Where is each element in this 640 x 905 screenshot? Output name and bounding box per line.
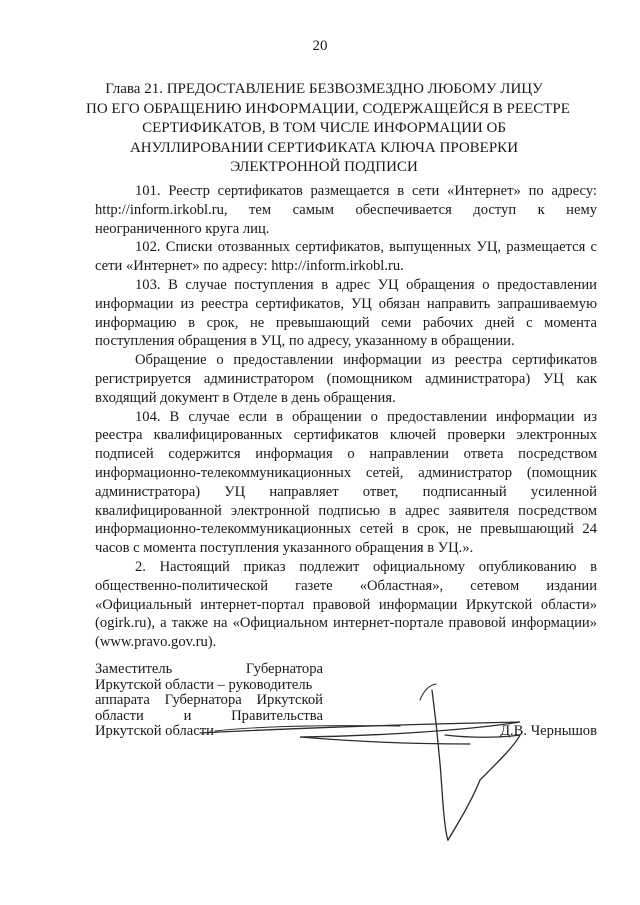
paragraph-publication: 2. Настоящий приказ подлежит официальному опубликованию в общественно-политической газете «Областная», сетевом издании «Официальный интернет-портал правовой информации Иркутской области» (ogirk.ru), а также на «Официальном интернет-портале правовой информации» (www.pravo.gov.ru). bbox=[95, 558, 597, 651]
paragraph-102: 102. Списки отозванных сертификатов, выпущенных УЦ, размещается с сети «Интернет» по адресу: http://inform.irkobl.ru. bbox=[95, 239, 597, 275]
paragraph-101: 101. Реестр сертификатов размещается в сети «Интернет» по адресу: http://inform.irkobl.ru, тем самым обеспечивается доступ к нему неограниченного круга лиц. bbox=[95, 183, 597, 237]
paragraph-registration: Обращение о предоставлении информации из реестра сертификатов регистрируется администратором (помощником администратора) УЦ как входящий документ в Отделе в день обращения. bbox=[95, 352, 597, 406]
chapter-title-line: Глава 21. ПРЕДОСТАВЛЕНИЕ БЕЗВОЗМЕЗДНО ЛЮБОМУ ЛИЦУ bbox=[105, 81, 543, 97]
signatory-title-word: Губернатора bbox=[245, 661, 323, 677]
chapter-title bbox=[86, 80, 570, 178]
signatory-title-word: и bbox=[183, 707, 192, 724]
chapter-title-line: СЕРТИФИКАТОВ, В ТОМ ЧИСЛЕ ИНФОРМАЦИИ ОБ bbox=[142, 120, 506, 136]
chapter-title-line: АНУЛЛИРОВАНИИ СЕРТИФИКАТА КЛЮЧА ПРОВЕРКИ bbox=[129, 139, 519, 156]
signatory-title-word: Правительства bbox=[231, 707, 323, 724]
signatory-title-word: области bbox=[95, 707, 144, 724]
signatory-title-line: Иркутской области – руководитель bbox=[95, 676, 313, 693]
document-body bbox=[95, 182, 597, 652]
signatory-title-word: Иркутской bbox=[256, 692, 323, 708]
signatory-name: Д.В. Чернышов bbox=[500, 723, 597, 739]
page-number: 20 bbox=[312, 38, 328, 54]
paragraph-104: 104. В случае если в обращении о предоставлении информации из реестра квалифицированных сертификатов ключей проверки электронных подписей содержится информация о направлении ответа посредством информационно-телекоммуникационных сетей, администратор (помощник администратора) УЦ направляет ответ, подписанный усиленной квалифицированной электронной подписью в адрес заявителя посредством информационно-телекоммуникационных сетей в срок, не превышающий 24 часов с момента поступления указанного обращения в УЦ.». bbox=[95, 408, 597, 557]
signatory-title-word: аппарата bbox=[95, 692, 150, 708]
signatory-title-word: Заместитель bbox=[95, 661, 173, 677]
chapter-title-line: ЭЛЕКТРОННОЙ ПОДПИСИ bbox=[230, 159, 418, 175]
signature-block bbox=[95, 662, 597, 740]
signatory-title-word: Губернатора bbox=[164, 692, 242, 708]
signatory-title bbox=[95, 662, 323, 740]
paragraph-103: 103. В случае поступления в адрес УЦ обращения о предоставлении информации из реестра сертификатов, УЦ обязан направить запрашиваемую информацию в срок, не превышающий семи рабочих дней с момента поступления обращения в УЦ, по адресу, указанному в обращении. bbox=[95, 276, 597, 350]
chapter-title-line: ПО ЕГО ОБРАЩЕНИЮ ИНФОРМАЦИИ, СОДЕРЖАЩЕЙСЯ В РЕЕСТРЕ bbox=[86, 100, 570, 117]
signatory-title-line: Иркутской области bbox=[95, 723, 214, 739]
